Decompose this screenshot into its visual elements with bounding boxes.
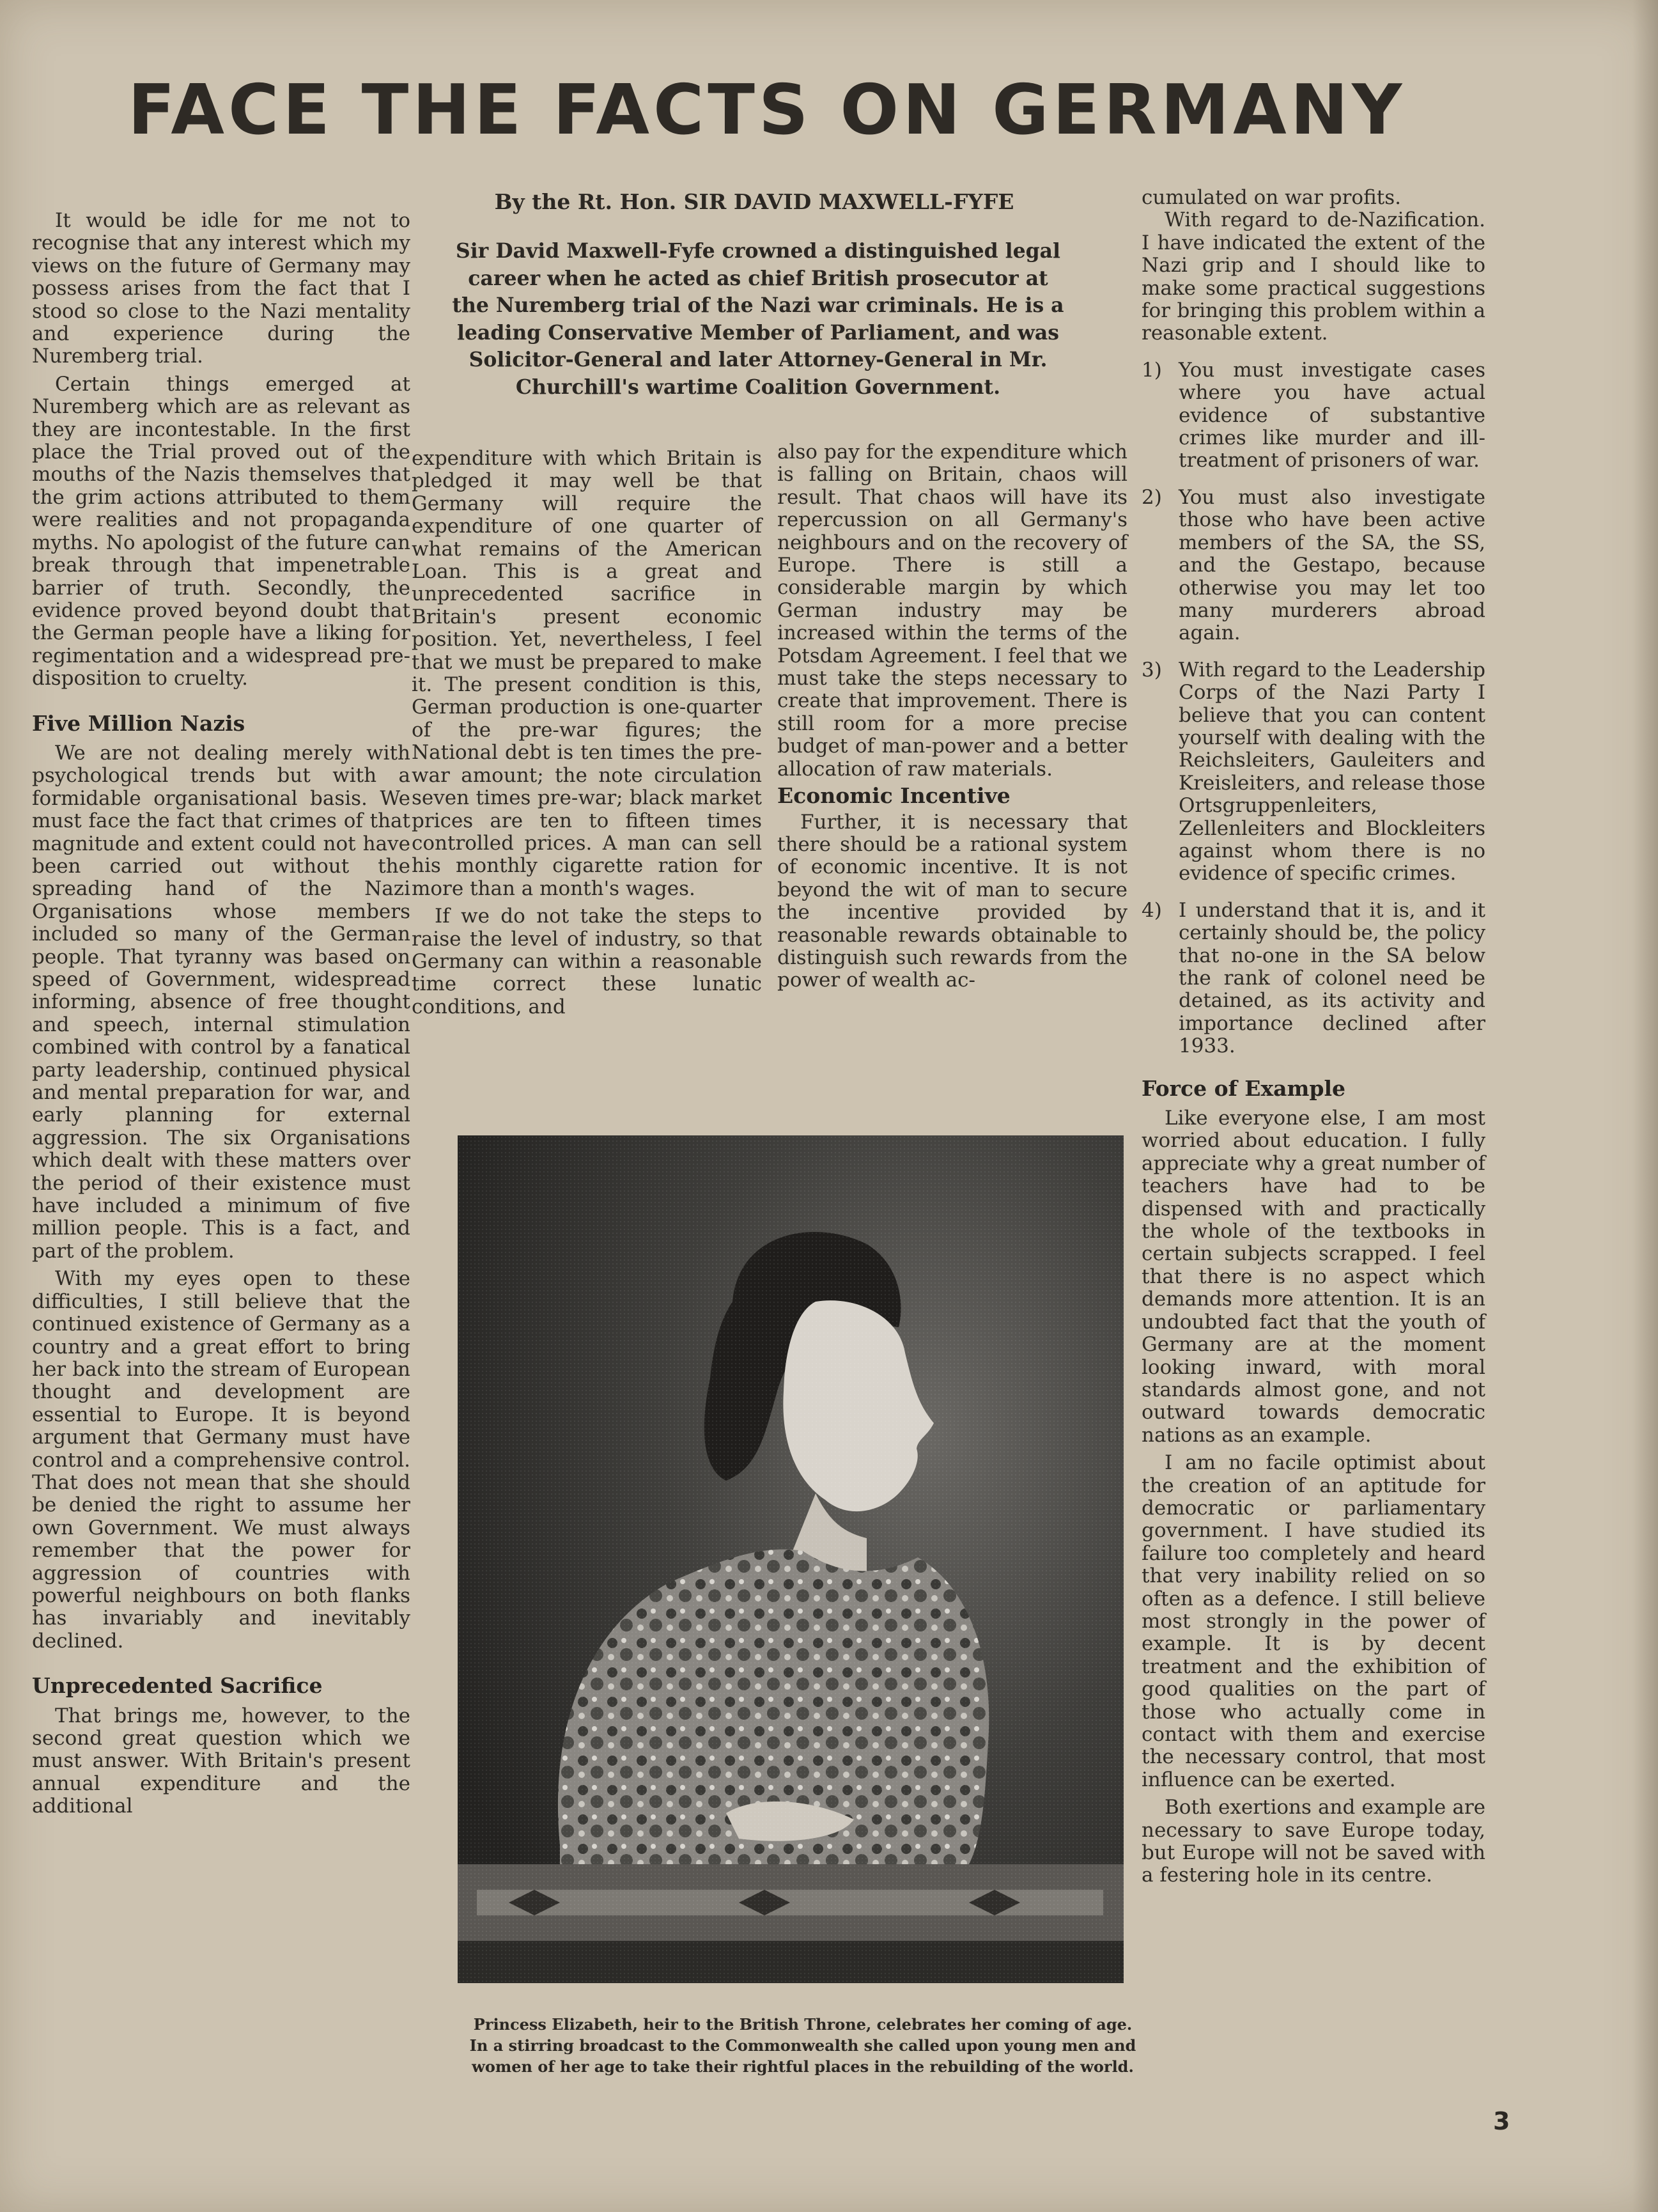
paragraph: We are not dealing merely with psychological trends but with a formidable organisational basis. We must face the fact that crimes of that magnitude and extent could not have been carried out without the spreading hand of the Nazi Organisations whose members included so many of the German people. That tyranny was based on speed of Government, widespread informing, absence of free thought and speech, internal stimulation combined with control by a fanatical party leadership, continued physical and mental preparation for war, and early planning for external aggression. The six Organisations which dealt with these matters over the period of their existence must have included a minimum of five million people. This is a fact, and part of the problem. [32,741,410,1263]
list-item: 3) With regard to the Leadership Corps of the Nazi Party I believe that you can content yourself with dealing with the Reichsleiters, Gauleiters and Kreisleiters, and release those Ortsgruppenleiters, Zellenleiters and Blockleiters against whom there is no evidence of specific crimes. [1142,658,1485,885]
paragraph: That brings me, however, to the second great question which we must answer. With Britain's present annual expenditure and the additional [32,1704,410,1818]
column-1 [32,210,410,1818]
byline: By the Rt. Hon. SIR DAVID MAXWELL-FYFE [494,189,1014,214]
paragraph: It would be idle for me not to recognise that any interest which my views on the future of Germany may possess arises from the fact that I stood so close to the Nazi mentality and experience during the Nuremberg trial. [32,209,410,368]
suggestion-list [1142,359,1485,1058]
paragraph: expenditure with which Britain is pledged it may well be that Germany will require the expenditure of one quarter of what remains of the American Loan. This is a great and unprecedented sacrifice in Britain's present economic position. Yet, nevertheless, I feel that we must be prepared to make it. The present condition is this, German production is one-quarter of the pre-war figures; the National debt is ten times the pre-war amount; the note circulation seven times pre-war; black market prices are ten to fifteen times controlled prices. A man can sell his monthly cigarette ration for more than a month's wages. [412,447,762,900]
paragraph: also pay for the expenditure which is falling on Britain, chaos will result. That chaos will have its repercussion on all Germany's neighbours and on the recovery of Europe. There is still a considerable margin by which German industry may be increased within the terms of the Potsdam Agreement. I feel that we must take the steps necessary to create that improvement. There is still room for a more precise budget of man-power and a better allocation of raw materials. [777,440,1127,781]
paragraph: With my eyes open to these difficulties, I still believe that the continued existence of Germany as a country and a great effort to bring her back into the stream of European thought and development are essential to Europe. It is beyond argument that Germany must have control and a comprehensive control. That does not mean that she should be denied the right to assume her own Government. We must always remember that the power for aggression of countries with powerful neighbours on both flanks has invariably and inevitably declined. [32,1267,410,1653]
section-heading: Five Million Nazis [32,710,245,736]
author-intro: Sir David Maxwell-Fyfe crowned a distinguished legal career when he acted as chief British prosecutor at the Nuremberg trial of the Nazi war criminals. He is a leading Conservative Member of Parliament, and was Solicitor-General and later Attorney-General in Mr. Churchill's wartime Coalition Government. [452,239,1064,399]
portrait-illustration [458,1135,1124,1983]
page-number: 3 [1493,2107,1510,2135]
section-heading: Force of Example [1142,1075,1346,1101]
paragraph: Further, it is necessary that there should be a rational system of economic incentive. It is not beyond the wit of man to secure the incentive provided by reasonable rewards obtainable to distinguish such rewards from the power of wealth ac- [777,810,1127,992]
paragraph: Both exertions and example are necessary to save Europe today, but Europe will not be saved with a festering hole in its centre. [1142,1796,1485,1887]
page-edge-shadow [1632,0,1658,2212]
paragraph: With regard to de-Nazification. I have indicated the extent of the Nazi grip and I should like to make some practical suggestions for bringing this problem within a reasonable extent. [1142,208,1485,345]
column-2 [412,448,762,1018]
list-item: 4) I understand that it is, and it certainly should be, the policy that no-one in the SA below the rank of colonel need be detained, as its activity and importance declined after 1933. [1142,898,1485,1058]
list-item: 2) You must also investigate those who have been active members of the SA, the SS, and the Gestapo, because otherwise you may let too many murderers abroad again. [1142,485,1485,645]
paragraph: Like everyone else, I am most worried about education. I fully appreciate why a great number of teachers have had to be dispensed with and practically the whole of the textbooks in certain subjects scrapped. I feel that there is no aspect which demands more attention. It is an undoubted fact that the youth of Germany are at the moment looking inward, with moral standards almost gone, and not outward towards democratic nations as an example. [1142,1107,1485,1447]
photo-caption: Princess Elizabeth, heir to the British Throne, celebrates her coming of age. In a stirring broadcast to the Commonwealth she called upon young men and women of her age to take their rightful places in the rebuilding of the world. [469,2015,1136,2076]
paragraph: If we do not take the steps to raise the level of industry, so that Germany can within a reasonable time correct these lunatic conditions, and [412,905,762,1018]
column-4 [1142,187,1485,1887]
list-item: 1) You must investigate cases where you have actual evidence of substantive crimes like murder and ill-treatment of prisoners of war. [1142,358,1485,472]
headline: FACE THE FACTS ON GERMANY [128,70,1406,150]
paragraph: Certain things emerged at Nuremberg which are as relevant as they are incontestable. In the first place the Trial proved out of the mouths of the Nazis themselves that the grim actions attributed to them were realities and not propaganda myths. No apologist of the future can break through that impenetrable barrier of truth. Secondly, the evidence proved beyond doubt that the German people have a liking for regimentation and a widespread pre-disposition to cruelty. [32,372,410,690]
paragraph: cumulated on war profits. [1142,186,1401,209]
column-3 [777,441,1127,992]
paragraph: I am no facile optimist about the creation of an aptitude for democratic or parliamentary government. I have studied its failure too completely and heard that very inability relied on so often as a defence. I still believe most strongly in the power of example. It is by decent treatment and the exhibition of good qualities on the part of those who actually come in contact with them and exercise the necessary control, that most influence can be exerted. [1142,1451,1485,1791]
section-heading: Unprecedented Sacrifice [32,1673,323,1699]
section-heading: Economic Incentive [777,783,1011,809]
portrait-photo [458,1135,1124,1983]
